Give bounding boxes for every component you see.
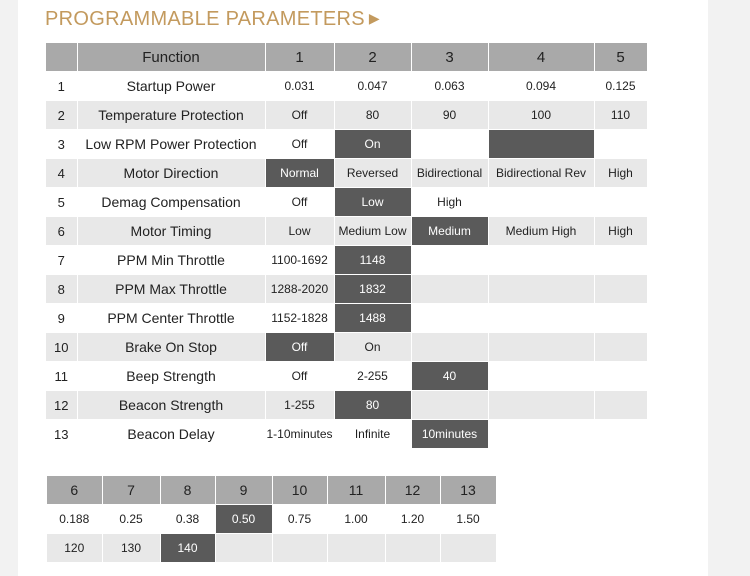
value-cell: 0.031 xyxy=(265,72,334,101)
value-cell: Off xyxy=(265,130,334,159)
value-cell xyxy=(272,534,327,563)
header-cell: 6 xyxy=(47,476,102,505)
header-cell xyxy=(46,43,77,72)
function-name: Motor Direction xyxy=(77,159,265,188)
function-name: Startup Power xyxy=(77,72,265,101)
value-cell: 0.047 xyxy=(334,72,411,101)
header-cell: 1 xyxy=(265,43,334,72)
value-cell xyxy=(215,534,272,563)
value-cell: Low xyxy=(265,217,334,246)
content-panel xyxy=(18,0,708,576)
header-cell: Function xyxy=(77,43,265,72)
row-number: 9 xyxy=(46,304,77,333)
function-name: Brake On Stop xyxy=(77,333,265,362)
table-row xyxy=(47,505,496,534)
row-number: 10 xyxy=(46,333,77,362)
value-cell xyxy=(440,534,496,563)
function-name: Demag Compensation xyxy=(77,188,265,217)
value-cell: 0.25 xyxy=(102,505,160,534)
value-cell: Medium Low xyxy=(334,217,411,246)
value-cell: 1-255 xyxy=(265,391,334,420)
value-cell xyxy=(594,246,647,275)
value-cell xyxy=(594,188,647,217)
value-cell: 2-255 xyxy=(334,362,411,391)
row-number: 8 xyxy=(46,275,77,304)
row-number: 1 xyxy=(46,72,77,101)
value-cell: 130 xyxy=(102,534,160,563)
value-cell: 1.20 xyxy=(385,505,440,534)
table-row xyxy=(46,188,647,217)
header-cell: 11 xyxy=(327,476,385,505)
table-row xyxy=(46,304,647,333)
value-cell: Off xyxy=(265,362,334,391)
table-row xyxy=(46,391,647,420)
value-cell: 1.50 xyxy=(440,505,496,534)
value-cell xyxy=(488,188,594,217)
function-name: Low RPM Power Protection xyxy=(77,130,265,159)
value-cell xyxy=(488,246,594,275)
extended-header-row xyxy=(47,476,496,505)
header-cell: 9 xyxy=(215,476,272,505)
header-cell: 8 xyxy=(160,476,215,505)
value-cell: 0.125 xyxy=(594,72,647,101)
table-row xyxy=(46,101,647,130)
value-cell xyxy=(594,275,647,304)
parameters-header-row xyxy=(46,43,647,72)
value-cell xyxy=(488,304,594,333)
header-cell: 3 xyxy=(411,43,488,72)
function-name: Beacon Strength xyxy=(77,391,265,420)
row-number: 13 xyxy=(46,420,77,449)
header-cell: 5 xyxy=(594,43,647,72)
value-cell xyxy=(594,304,647,333)
value-cell: 120 xyxy=(47,534,102,563)
function-name: Motor Timing xyxy=(77,217,265,246)
selected-value-cell: Medium xyxy=(411,217,488,246)
function-name: Beep Strength xyxy=(77,362,265,391)
value-cell: 1288-2020 xyxy=(265,275,334,304)
value-cell xyxy=(488,420,594,449)
row-number: 12 xyxy=(46,391,77,420)
value-cell: Medium High xyxy=(488,217,594,246)
value-cell: 110 xyxy=(594,101,647,130)
header-cell: 7 xyxy=(102,476,160,505)
value-cell xyxy=(411,130,488,159)
row-number: 6 xyxy=(46,217,77,246)
row-number: 3 xyxy=(46,130,77,159)
value-cell: Bidirectional xyxy=(411,159,488,188)
value-cell xyxy=(488,362,594,391)
value-cell: 1-10minutes xyxy=(265,420,334,449)
selected-value-cell: 1148 xyxy=(334,246,411,275)
selected-value-cell: 40 xyxy=(411,362,488,391)
value-cell: 80 xyxy=(334,101,411,130)
header-cell: 10 xyxy=(272,476,327,505)
value-cell: 0.063 xyxy=(411,72,488,101)
value-cell xyxy=(411,333,488,362)
table-row xyxy=(46,130,647,159)
value-cell: 1100-1692 xyxy=(265,246,334,275)
selected-value-cell: Normal xyxy=(265,159,334,188)
value-cell: 90 xyxy=(411,101,488,130)
extended-values-table xyxy=(47,476,497,563)
value-cell xyxy=(488,333,594,362)
value-cell: 0.75 xyxy=(272,505,327,534)
table-row xyxy=(46,362,647,391)
value-cell: On xyxy=(334,333,411,362)
value-cell: 0.094 xyxy=(488,72,594,101)
parameters-table xyxy=(46,43,648,449)
row-number: 7 xyxy=(46,246,77,275)
value-cell: 100 xyxy=(488,101,594,130)
value-cell xyxy=(385,534,440,563)
row-number: 4 xyxy=(46,159,77,188)
header-cell: 2 xyxy=(334,43,411,72)
value-cell xyxy=(411,304,488,333)
value-cell xyxy=(411,275,488,304)
value-cell: Off xyxy=(265,188,334,217)
value-cell: 1.00 xyxy=(327,505,385,534)
selected-value-cell: 1832 xyxy=(334,275,411,304)
value-cell xyxy=(594,362,647,391)
value-cell: Reversed xyxy=(334,159,411,188)
row-number: 5 xyxy=(46,188,77,217)
value-cell xyxy=(327,534,385,563)
header-cell: 4 xyxy=(488,43,594,72)
table-row xyxy=(46,420,647,449)
selected-value-cell: 140 xyxy=(160,534,215,563)
value-cell xyxy=(594,130,647,159)
value-cell: 0.188 xyxy=(47,505,102,534)
selected-value-cell: 10minutes xyxy=(411,420,488,449)
value-cell xyxy=(488,391,594,420)
table-row xyxy=(46,246,647,275)
selected-value-cell: 0.50 xyxy=(215,505,272,534)
selected-value-cell xyxy=(488,130,594,159)
page-title xyxy=(45,8,380,31)
value-cell xyxy=(594,333,647,362)
value-cell xyxy=(488,275,594,304)
value-cell xyxy=(411,246,488,275)
table-row xyxy=(46,333,647,362)
value-cell: Off xyxy=(265,101,334,130)
value-cell: High xyxy=(411,188,488,217)
page-title-text: PROGRAMMABLE PARAMETERS xyxy=(45,8,365,30)
value-cell: 0.38 xyxy=(160,505,215,534)
table-row xyxy=(46,159,647,188)
function-name: PPM Max Throttle xyxy=(77,275,265,304)
value-cell xyxy=(411,391,488,420)
value-cell: High xyxy=(594,159,647,188)
selected-value-cell: Low xyxy=(334,188,411,217)
table-row xyxy=(46,275,647,304)
selected-value-cell: 80 xyxy=(334,391,411,420)
value-cell xyxy=(594,420,647,449)
value-cell: High xyxy=(594,217,647,246)
selected-value-cell: On xyxy=(334,130,411,159)
value-cell: Infinite xyxy=(334,420,411,449)
header-cell: 13 xyxy=(440,476,496,505)
function-name: Beacon Delay xyxy=(77,420,265,449)
header-cell: 12 xyxy=(385,476,440,505)
row-number: 11 xyxy=(46,362,77,391)
function-name: PPM Min Throttle xyxy=(77,246,265,275)
table-row xyxy=(46,72,647,101)
selected-value-cell: Off xyxy=(265,333,334,362)
row-number: 2 xyxy=(46,101,77,130)
value-cell: Bidirectional Rev xyxy=(488,159,594,188)
table-row xyxy=(46,217,647,246)
function-name: Temperature Protection xyxy=(77,101,265,130)
selected-value-cell: 1488 xyxy=(334,304,411,333)
value-cell: 1152-1828 xyxy=(265,304,334,333)
play-triangle-icon: ▶ xyxy=(368,10,380,26)
table-row xyxy=(47,534,496,563)
function-name: PPM Center Throttle xyxy=(77,304,265,333)
value-cell xyxy=(594,391,647,420)
